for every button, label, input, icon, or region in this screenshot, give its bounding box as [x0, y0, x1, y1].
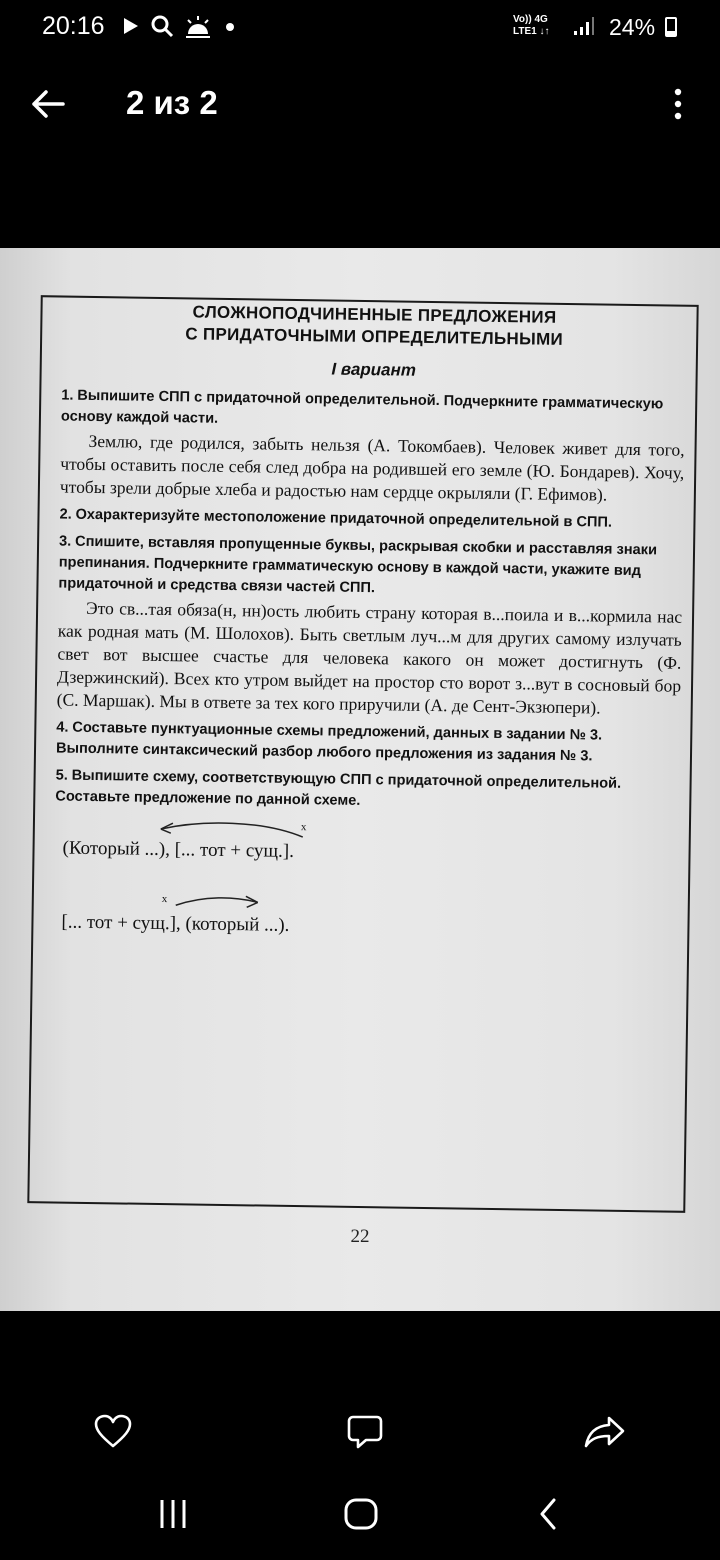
task-text: Спишите, вставляя пропущенные буквы, раскрывая скобки и расставляя знаки препинания. Подчеркните грамматическую основу в каждой части, укажите вид придаточной и средства связи частей СПП. [58, 533, 658, 597]
comment-button[interactable] [346, 1412, 384, 1457]
more-vert-icon [668, 86, 688, 122]
play-icon [122, 14, 140, 38]
system-nav-bar [0, 1494, 720, 1544]
dot-icon [224, 14, 236, 40]
app-bar [0, 70, 720, 140]
task-number: 2. [59, 506, 72, 523]
scheme-text: (Который ...), [... тот + сущ.]. [62, 837, 295, 862]
task-4 [56, 717, 681, 768]
like-button[interactable] [93, 1412, 133, 1457]
nav-back-button[interactable] [536, 1494, 560, 1539]
worksheet-frame [27, 295, 698, 1213]
home-icon [343, 1494, 379, 1534]
example-text-1: Землю, где родился, забыть нельзя (А. Токомбаев). Человек живет для того, чтобы оставить после себя след добра на родившей его земле (Ю. Бондарев). Хочу, чтобы зрели добрые хлеба и радостью нам сердце окрыляли (Г. Ефимов). [59, 430, 685, 505]
scheme-text: [... тот + сущ.], (который ...). [61, 911, 290, 936]
task-2 [59, 504, 683, 534]
task-text: Составьте пунктуационные схемы предложений, данных в задании № 3. Выполните синтаксический разбор любого предложения из задания № 3. [55, 719, 603, 765]
status-bar [0, 0, 720, 56]
page-counter: 2 из 2 [126, 84, 218, 121]
status-time: 20:16 [42, 12, 105, 40]
arrow-left-icon [30, 86, 66, 122]
task-3 [58, 531, 683, 603]
more-options-button[interactable] [668, 86, 688, 127]
action-bar [0, 1412, 720, 1462]
battery-level [667, 31, 675, 35]
heading-line-2: С ПРИДАТОЧНЫМИ ОПРЕДЕЛИТЕЛЬНЫМИ [185, 324, 564, 349]
network-indicator [513, 14, 549, 38]
document-photo[interactable] [0, 248, 720, 1311]
home-button[interactable] [343, 1494, 379, 1539]
task-number: 1. [61, 387, 74, 404]
task-5 [55, 765, 680, 816]
scheme-1 [62, 821, 679, 891]
task-text: Охарактеризуйте местоположение придаточной определительной в СПП. [75, 506, 613, 531]
comment-icon [346, 1412, 384, 1452]
recents-icon [158, 1494, 190, 1534]
share-icon [583, 1412, 627, 1452]
example-text-3: Это св...тая обяза(н, нн)ость любить страну которая в...поила и в...кормила нас как родная мать (М. Шолохов). Быть светлым луч...м для других самому излучать свет вот высшее счастье для человека какого он может достигнуть (Ф. Дзержинский). Всех кто утром выйдет на простор сто ворот з...вут в сосновый бор (С. Маршак). Мы в ответе за тех кого приручили (А. де Сент-Экзюпери). [56, 597, 683, 718]
task-number: 3. [59, 533, 72, 550]
heart-icon [93, 1412, 133, 1452]
back-icon [536, 1494, 560, 1534]
task-1 [61, 385, 686, 436]
battery-percent: 24% [609, 14, 656, 40]
search-icon [150, 14, 174, 40]
task-number: 5. [55, 767, 68, 784]
network-label-bottom: LTE1 ↓↑ [513, 26, 550, 37]
scheme-arrow-right [174, 891, 264, 912]
recents-button[interactable] [158, 1494, 190, 1539]
variant-label: I вариант [331, 359, 417, 380]
scheme-2 [61, 893, 678, 959]
task-number: 4. [56, 719, 69, 736]
scheme-arrow-left [153, 817, 313, 841]
heading-line-1: СЛОЖНОПОДЧИНЕННЫЕ ПРЕДЛОЖЕНИЯ [192, 302, 557, 327]
worksheet-heading [62, 299, 687, 352]
back-button[interactable] [30, 86, 66, 127]
scheme-mark: x [161, 893, 168, 906]
task-text: Выпишите СПП с придаточной определительной. Подчеркните грамматическую основу каждой части. [60, 387, 664, 427]
battery-icon [665, 17, 677, 37]
task-text: Выпишите схему, соответствующую СПП с придаточной определительной. Составьте предложение по данной схеме. [55, 767, 622, 809]
page-number: 22 [350, 1226, 370, 1247]
share-button[interactable] [583, 1412, 627, 1457]
scheme-mark: x [300, 821, 307, 834]
signal-icon [573, 16, 595, 36]
network-label-top: Vo)) 4G [513, 14, 548, 25]
weather-icon [184, 14, 212, 40]
